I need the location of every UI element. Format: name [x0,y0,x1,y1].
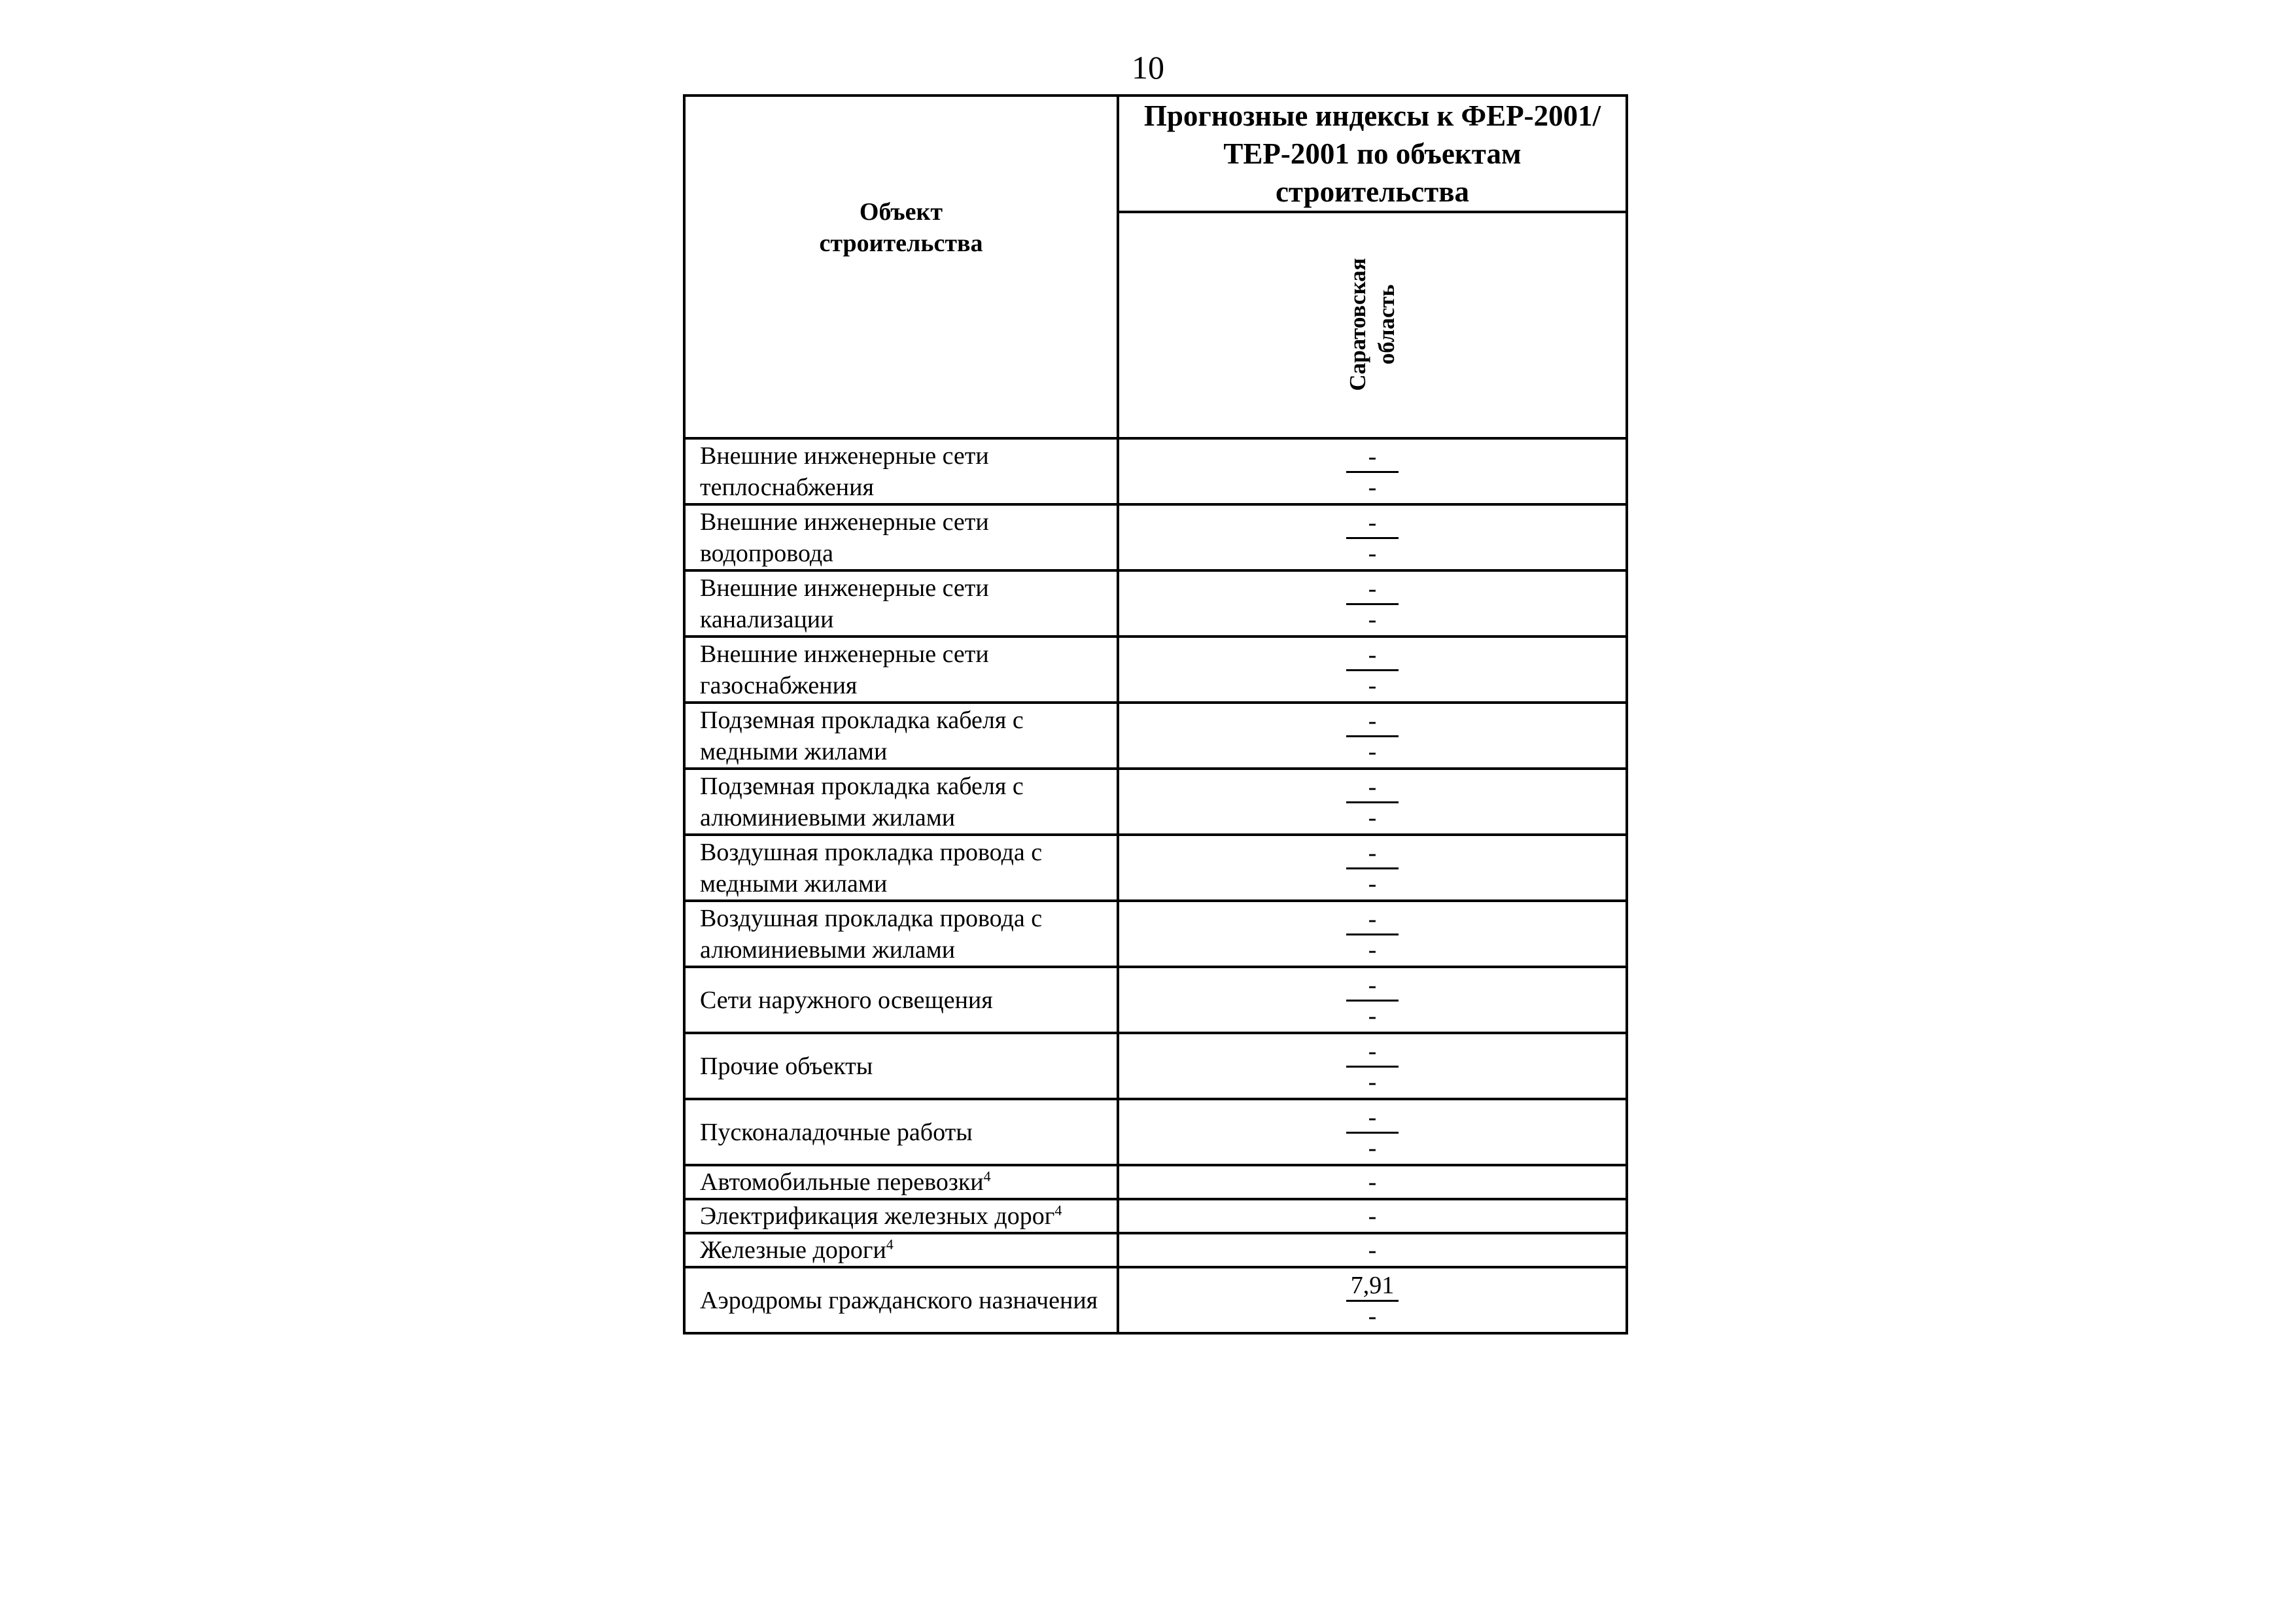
value-single: - [1368,1236,1377,1264]
row-value [1118,438,1627,504]
value-denominator: - [1368,672,1377,699]
value-denominator: - [1368,870,1377,898]
value-numerator: - [1346,574,1399,605]
footnote-mark: 4 [1054,1202,1062,1219]
value-denominator: - [1368,738,1377,765]
row-value [1118,967,1627,1033]
row-name: Железные дороги$^4$ [684,1233,1118,1267]
row-value [1118,570,1627,637]
table-row [684,504,1627,570]
row-name: Автомобильные перевозки$^4$ [684,1165,1118,1199]
header-region [1118,212,1627,438]
page-number: 10 [1132,49,1164,86]
row-value [1118,504,1627,570]
value-denominator: - [1368,804,1377,831]
row-value [1118,1099,1627,1165]
row-value [1118,835,1627,901]
row-value [1118,901,1627,967]
table-row [684,1099,1627,1165]
table-row [684,1033,1627,1099]
value-numerator: - [1346,839,1399,869]
row-value [1118,637,1627,703]
value-numerator: - [1346,640,1399,671]
table-row [684,703,1627,769]
value-denominator: - [1368,1068,1377,1096]
row-value [1118,1199,1627,1233]
row-name: Сети наружного освещения [684,967,1118,1033]
footnote-mark: 4 [886,1236,894,1253]
header-group-text: Прогнозные индексы к ФЕР-2001/ТЕР-2001 по объектам строительства [1143,99,1601,208]
row-name: Воздушная прокладка провода с медными жилами [684,835,1118,901]
header-row-group [684,96,1627,212]
value-single: - [1368,1202,1377,1230]
table-row [684,1165,1627,1199]
table-row [684,637,1627,703]
table-row [684,901,1627,967]
row-value [1118,769,1627,835]
table-row [684,438,1627,504]
table-row [684,967,1627,1033]
row-value [1118,1267,1627,1333]
value-numerator: - [1346,442,1399,473]
row-value [1118,1233,1627,1267]
footnote-mark: 4 [983,1168,991,1185]
value-numerator: - [1346,1103,1399,1134]
value-denominator: - [1368,1002,1377,1030]
value-denominator: - [1368,474,1377,501]
row-name: Пусконаладочные работы [684,1099,1118,1165]
value-denominator: - [1368,1134,1377,1162]
value-numerator: - [1346,1037,1399,1068]
value-denominator: - [1368,1302,1377,1330]
row-name: Подземная прокладка кабеля с медными жилами [684,703,1118,769]
table-row [684,1233,1627,1267]
row-name: Внешние инженерные сети теплоснабжения [684,438,1118,504]
table-row [684,1267,1627,1333]
header-object [684,96,1118,438]
value-numerator: - [1346,971,1399,1002]
row-value [1118,703,1627,769]
value-numerator: 7,91 [1346,1271,1399,1302]
value-numerator: - [1346,707,1399,737]
row-name: Внешние инженерные сети водопровода [684,504,1118,570]
row-name: Электрификация железных дорог$^4$ [684,1199,1118,1233]
table-row [684,1199,1627,1233]
header-region-text: Саратовская область [1345,258,1399,391]
value-denominator: - [1368,606,1377,633]
header-group [1118,96,1627,212]
row-name: Аэродромы гражданского назначения [684,1267,1118,1333]
row-name: Прочие объекты [684,1033,1118,1099]
value-numerator: - [1346,773,1399,803]
row-value [1118,1165,1627,1199]
row-name: Внешние инженерные сети канализации [684,570,1118,637]
value-numerator: - [1346,905,1399,935]
value-denominator: - [1368,936,1377,964]
value-numerator: - [1346,508,1399,539]
value-denominator: - [1368,540,1377,567]
value-single: - [1368,1168,1377,1196]
index-table [683,94,1628,1335]
row-value [1118,1033,1627,1099]
row-name: Воздушная прокладка провода с алюминиевыми жилами [684,901,1118,967]
row-name: Подземная прокладка кабеля с алюминиевыми жилами [684,769,1118,835]
table-row [684,769,1627,835]
table-row [684,835,1627,901]
header-object-text: Объект строительства [819,198,983,257]
row-name: Внешние инженерные сети газоснабжения [684,637,1118,703]
table-row [684,570,1627,637]
